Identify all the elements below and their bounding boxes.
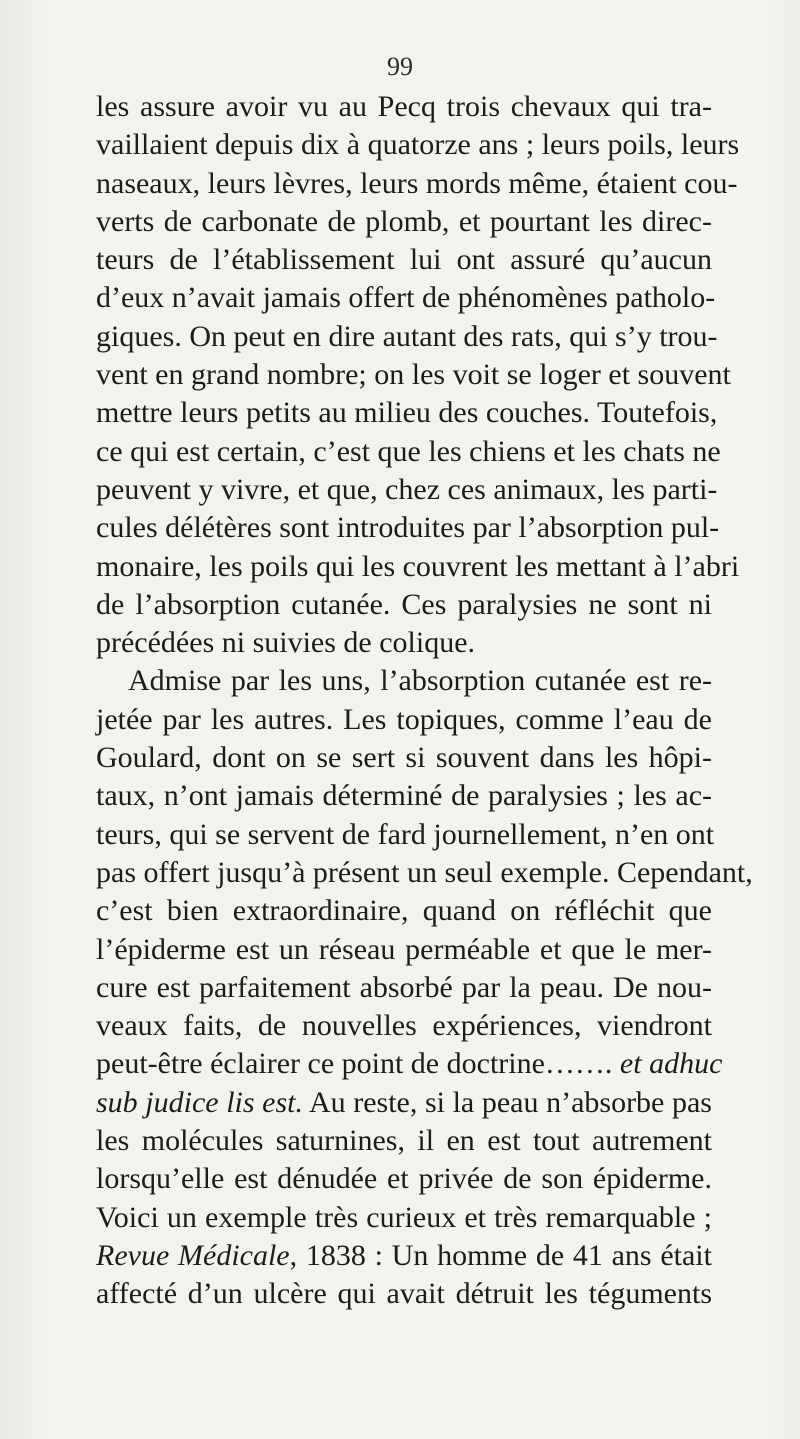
- text-line: [96, 1045, 723, 1083]
- text-segment: , 1838 : Un homme de 41 ans était: [289, 1238, 712, 1272]
- text-segment: l’épiderme est un réseau perméable et que le mer-: [96, 932, 712, 966]
- text-segment: les molécules saturnines, il en est tout autrement: [96, 1124, 712, 1158]
- italic-text: Revue Médicale: [96, 1238, 290, 1272]
- text-segment: ce qui est certain, c’est que les chiens et les chats ne: [96, 434, 721, 468]
- text-segment: peut-être éclairer ce point de doctrine…….: [96, 1047, 620, 1081]
- text-line: [96, 1007, 712, 1045]
- italic-text: et adhuc: [619, 1047, 723, 1081]
- text-segment: verts de carbonate de plomb, et pourtant les direc-: [96, 204, 712, 238]
- text-line: [96, 279, 716, 317]
- text-segment: pas offert jusqu’à présent un seul exemple. Cependant,: [96, 855, 753, 889]
- text-segment: peuvent y vivre, et que, chez ces animaux, les parti-: [96, 472, 718, 506]
- text-line: [96, 701, 712, 739]
- text-line: [96, 816, 715, 854]
- text-line: [96, 318, 718, 356]
- body-text: [96, 88, 753, 1314]
- text-line: [96, 1122, 712, 1160]
- text-segment: jetée par les autres. Les topiques, comme l’eau de: [96, 702, 712, 736]
- text-segment: les assure avoir vu au Pecq trois chevaux qui tra-: [96, 90, 712, 123]
- text-segment: lorsqu’elle est dénudée et privée de son épiderme.: [96, 1162, 712, 1196]
- text-segment: de l’absorption cutanée. Ces paralysies ne sont ni: [96, 587, 712, 621]
- text-segment: Goulard, dont on se sert si souvent dans les hôpi-: [96, 741, 712, 775]
- text-line: [96, 88, 712, 126]
- text-line: [96, 624, 712, 662]
- text-line: [96, 777, 712, 815]
- text-segment: taux, n’ont jamais déterminé de paralysies ; les ac-: [96, 779, 712, 813]
- text-line: [96, 433, 721, 471]
- text-line: [96, 509, 720, 547]
- text-line: [96, 1160, 712, 1198]
- text-line: [96, 1237, 712, 1275]
- text-segment: mettre leurs petits au milieu des couches. Toutefois,: [96, 396, 718, 430]
- text-segment: vent en grand nombre; on les voit se loger et souvent: [96, 358, 731, 392]
- text-line: [96, 892, 712, 930]
- text-segment: précédées ni suivies de colique.: [96, 626, 476, 660]
- text-line: [96, 126, 740, 164]
- text-line: [96, 548, 740, 586]
- text-line: [96, 739, 712, 777]
- text-segment: teurs, qui se servent de fard journellement, n’en ont: [96, 817, 715, 851]
- text-line: [96, 1275, 712, 1313]
- text-line: [96, 586, 712, 624]
- text-line: [96, 1199, 712, 1237]
- text-line: [96, 203, 712, 241]
- text-segment: Voici un exemple très curieux et très remarquable ;: [96, 1200, 712, 1234]
- text-line: [96, 1084, 712, 1122]
- text-segment: teurs de l’établissement lui ont assuré qu’aucun: [96, 243, 712, 277]
- text-segment: d’eux n’avait jamais offert de phénomènes patholo-: [96, 281, 716, 315]
- text-segment: affecté d’un ulcère qui avait détruit les téguments: [96, 1277, 712, 1311]
- text-line: [96, 471, 718, 509]
- text-line: [96, 356, 731, 394]
- text-segment: cules délétères sont introduites par l’absorption pul-: [96, 511, 720, 545]
- text-line: [96, 931, 712, 969]
- italic-text: sub judice lis est.: [96, 1085, 303, 1119]
- page-number: 99: [387, 52, 413, 81]
- text-line: [96, 969, 712, 1007]
- text-segment: cure est parfaitement absorbé par la peau. De nou-: [96, 970, 712, 1004]
- text-segment: Admise par les uns, l’absorption cutanée est re-: [128, 664, 712, 698]
- text-line: [96, 165, 738, 203]
- text-segment: monaire, les poils qui les couvrent les mettant à l’abri: [96, 549, 740, 583]
- text-line: [96, 662, 712, 700]
- text-segment: Au reste, si la peau n’absorbe pas: [302, 1085, 712, 1119]
- text-segment: giques. On peut en dire autant des rats, qui s’y trou-: [96, 319, 718, 353]
- text-line: [96, 854, 753, 892]
- text-segment: naseaux, leurs lèvres, leurs mords même, étaient cou-: [96, 166, 738, 200]
- text-segment: veaux faits, de nouvelles expériences, viendront: [96, 1009, 712, 1043]
- text-line: [96, 241, 712, 279]
- text-segment: vaillaient depuis dix à quatorze ans ; leurs poils, leurs: [96, 128, 740, 162]
- text-segment: c’est bien extraordinaire, quand on réfléchit que: [96, 894, 712, 928]
- text-line: [96, 394, 718, 432]
